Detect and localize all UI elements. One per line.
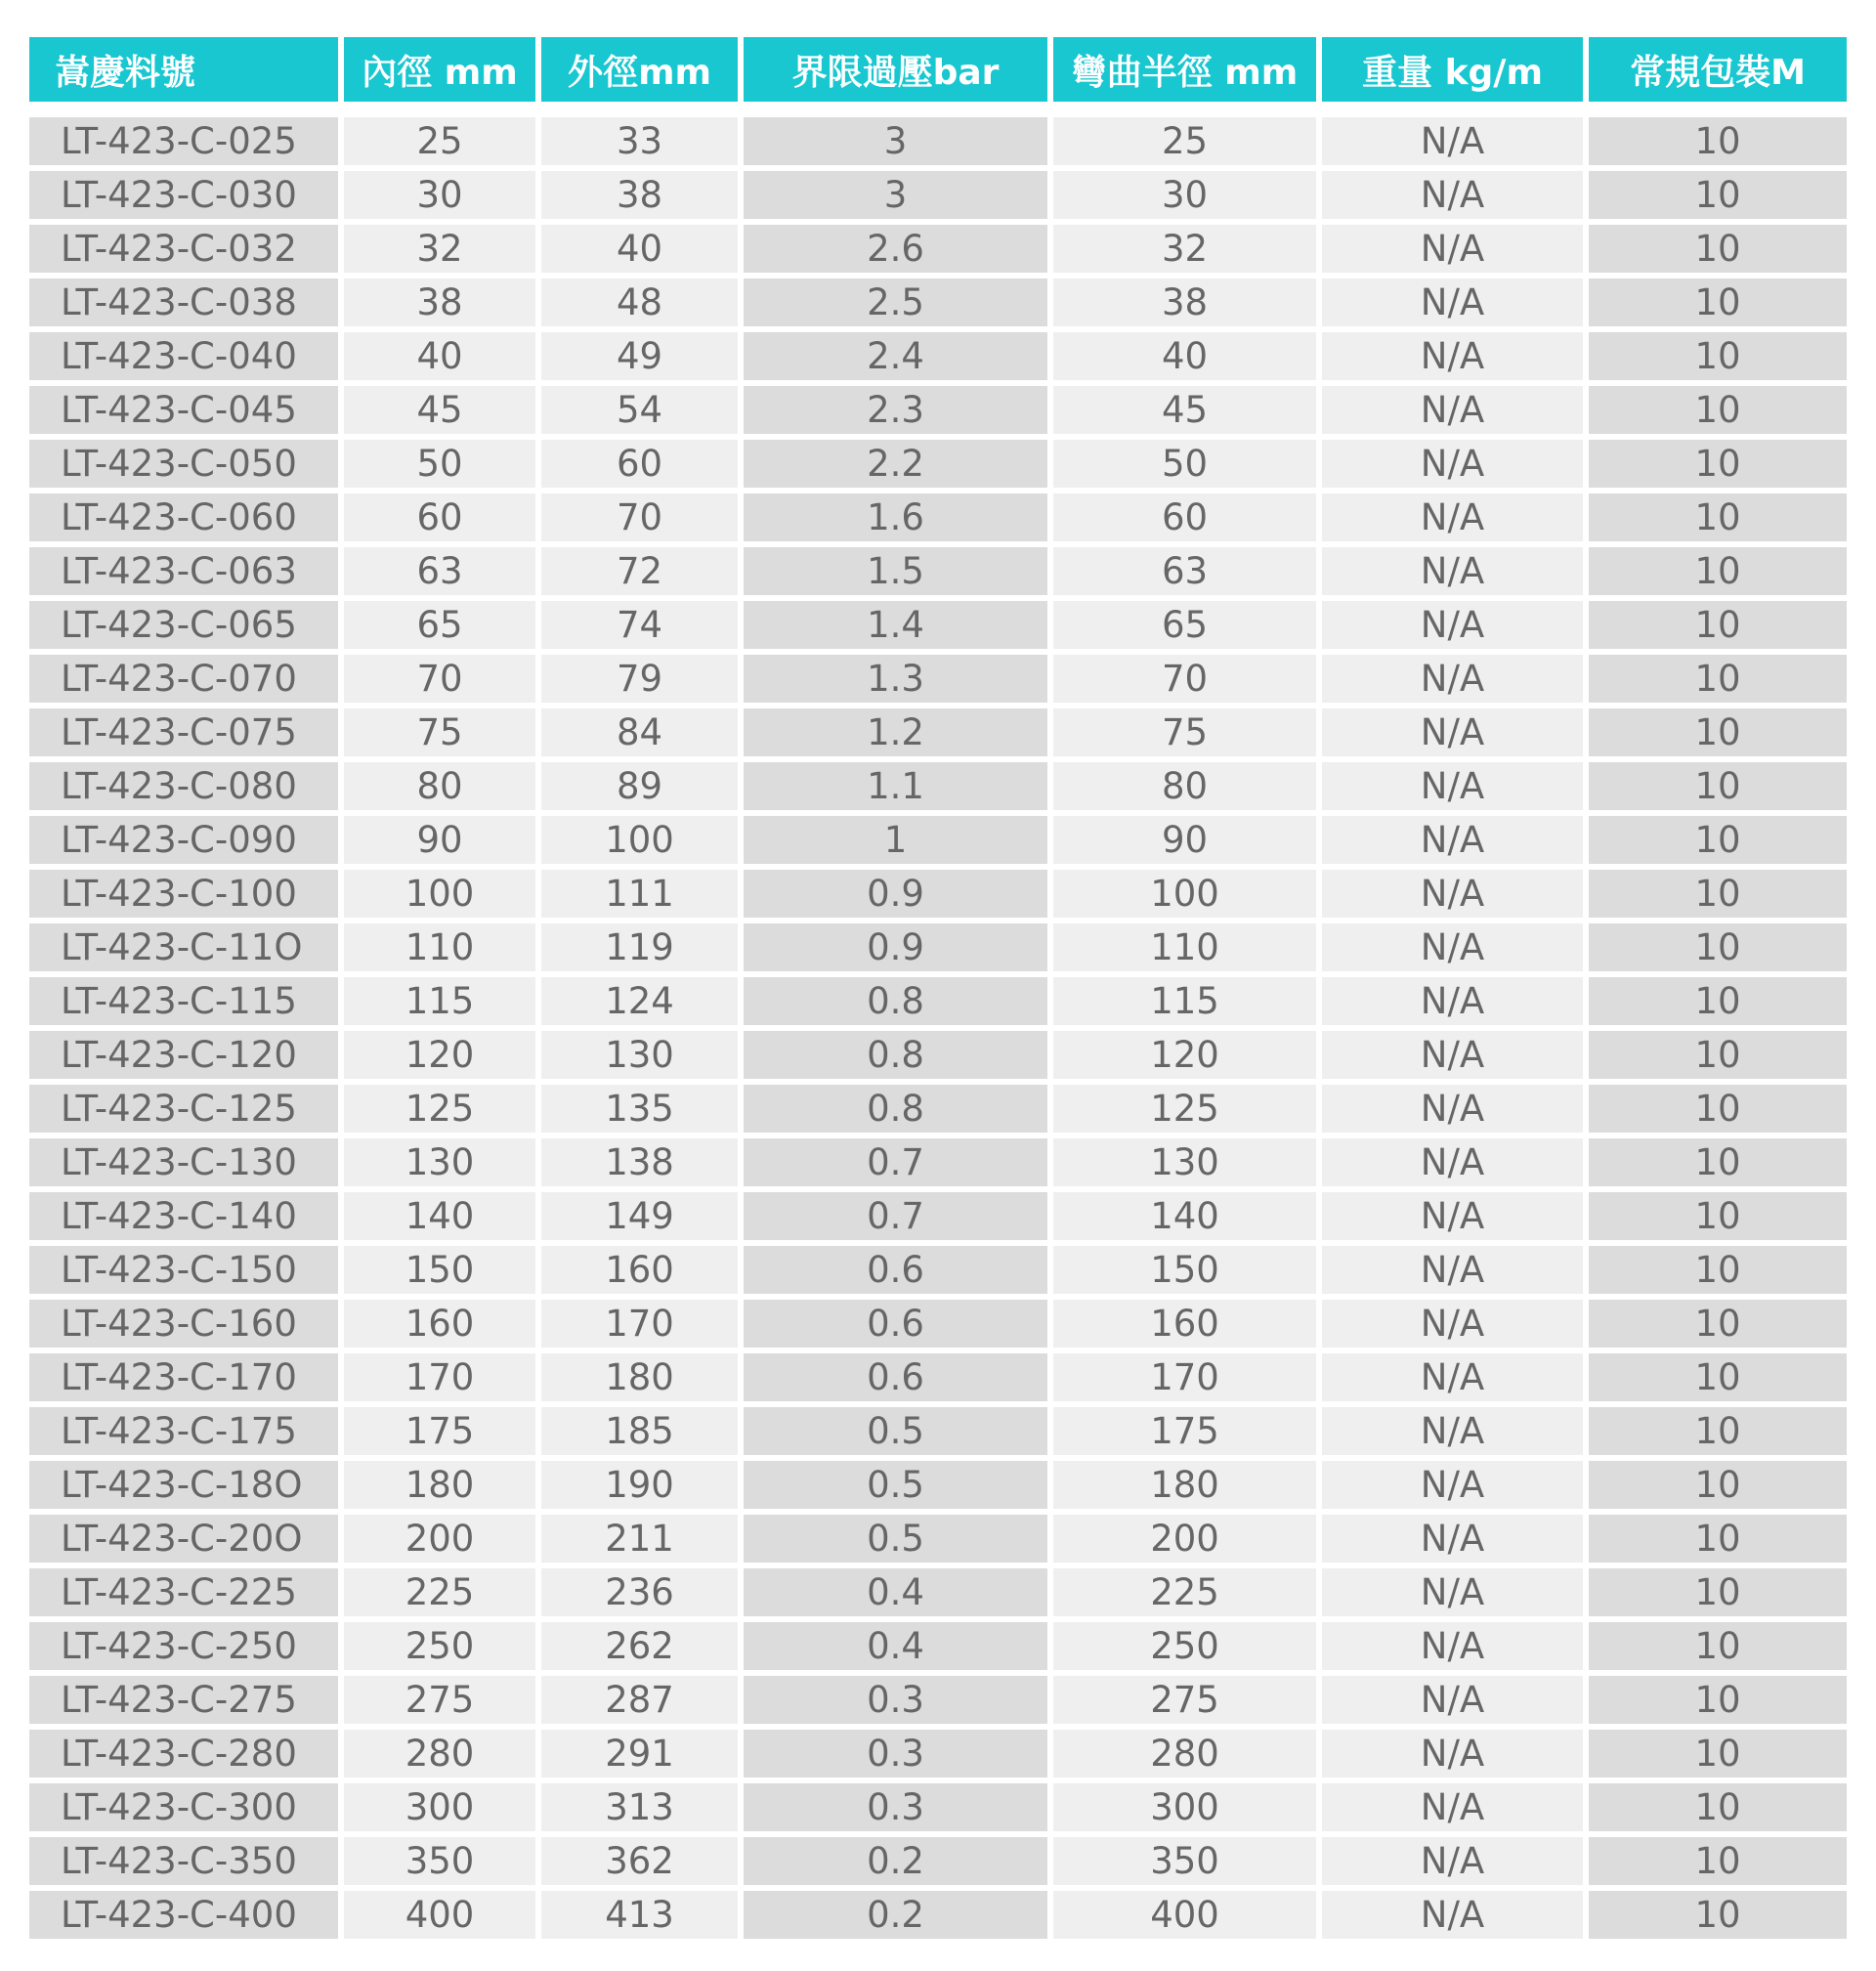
part-number-cell: LT-423-C-275 [29, 1676, 338, 1724]
bend-radius-header: 彎曲半徑 mm [1053, 37, 1316, 102]
bend-radius-cell: 115 [1053, 977, 1316, 1025]
limit-overpressure-cell: 1.3 [744, 655, 1047, 703]
weight-cell: N/A [1322, 117, 1583, 165]
standard-packaging-cell: 10 [1589, 1783, 1847, 1831]
part-number-cell: LT-423-C-025 [29, 117, 338, 165]
outer-diameter-cell: 49 [541, 332, 738, 380]
standard-packaging-cell: 10 [1589, 171, 1847, 219]
standard-packaging-cell: 10 [1589, 493, 1847, 541]
inner-diameter-cell: 180 [344, 1461, 535, 1509]
outer-diameter-cell: 48 [541, 279, 738, 326]
standard-packaging-cell: 10 [1589, 977, 1847, 1025]
weight-cell: N/A [1322, 762, 1583, 810]
weight-cell: N/A [1322, 332, 1583, 380]
limit-overpressure-cell: 0.4 [744, 1622, 1047, 1670]
outer-diameter-cell: 287 [541, 1676, 738, 1724]
part-number-cell: LT-423-C-032 [29, 225, 338, 273]
bend-radius-cell: 120 [1053, 1031, 1316, 1079]
bend-radius-cell: 75 [1053, 708, 1316, 756]
inner-diameter-cell: 300 [344, 1783, 535, 1831]
part-number-cell: LT-423-C-060 [29, 493, 338, 541]
inner-diameter-cell: 90 [344, 816, 535, 864]
standard-packaging-cell: 10 [1589, 386, 1847, 434]
outer-diameter-cell: 413 [541, 1891, 738, 1939]
standard-packaging-cell: 10 [1589, 1837, 1847, 1885]
standard-packaging-cell: 10 [1589, 601, 1847, 649]
part-number-cell: LT-423-C-030 [29, 171, 338, 219]
limit-overpressure-cell: 1 [744, 816, 1047, 864]
limit-overpressure-cell: 2.5 [744, 279, 1047, 326]
limit-overpressure-cell: 2.2 [744, 440, 1047, 488]
bend-radius-cell: 180 [1053, 1461, 1316, 1509]
weight-header: 重量 kg/m [1322, 37, 1583, 102]
part-number-cell: LT-423-C-045 [29, 386, 338, 434]
inner-diameter-cell: 50 [344, 440, 535, 488]
outer-diameter-cell: 190 [541, 1461, 738, 1509]
inner-diameter-cell: 38 [344, 279, 535, 326]
weight-cell: N/A [1322, 1085, 1583, 1133]
standard-packaging-cell: 10 [1589, 1246, 1847, 1294]
bend-radius-cell: 30 [1053, 171, 1316, 219]
part-number-cell: LT-423-C-225 [29, 1568, 338, 1616]
weight-cell: N/A [1322, 977, 1583, 1025]
part-number-cell: LT-423-C-040 [29, 332, 338, 380]
limit-overpressure-cell: 0.6 [744, 1353, 1047, 1401]
limit-overpressure-cell: 0.7 [744, 1192, 1047, 1240]
standard-packaging-header: 常規包裝M [1589, 37, 1847, 102]
outer-diameter-cell: 70 [541, 493, 738, 541]
part-number-cell: LT-423-C-063 [29, 547, 338, 595]
weight-cell: N/A [1322, 1837, 1583, 1885]
outer-diameter-cell: 100 [541, 816, 738, 864]
bend-radius-cell: 32 [1053, 225, 1316, 273]
inner-diameter-cell: 175 [344, 1407, 535, 1455]
inner-diameter-cell: 45 [344, 386, 535, 434]
outer-diameter-cell: 170 [541, 1300, 738, 1348]
bend-radius-cell: 70 [1053, 655, 1316, 703]
weight-cell: N/A [1322, 1031, 1583, 1079]
part-number-cell: LT-423-C-080 [29, 762, 338, 810]
part-number-cell: LT-423-C-11O [29, 923, 338, 971]
inner-diameter-cell: 125 [344, 1085, 535, 1133]
standard-packaging-cell: 10 [1589, 1891, 1847, 1939]
limit-overpressure-cell: 0.2 [744, 1891, 1047, 1939]
inner-diameter-header: 內徑 mm [344, 37, 535, 102]
standard-packaging-cell: 10 [1589, 1622, 1847, 1670]
outer-diameter-cell: 84 [541, 708, 738, 756]
header-spacer [29, 107, 1847, 111]
inner-diameter-cell: 25 [344, 117, 535, 165]
limit-overpressure-cell: 0.5 [744, 1407, 1047, 1455]
bend-radius-cell: 300 [1053, 1783, 1316, 1831]
part-number-cell: LT-423-C-070 [29, 655, 338, 703]
standard-packaging-cell: 10 [1589, 1407, 1847, 1455]
bend-radius-cell: 200 [1053, 1515, 1316, 1563]
outer-diameter-cell: 149 [541, 1192, 738, 1240]
bend-radius-cell: 250 [1053, 1622, 1316, 1670]
weight-cell: N/A [1322, 1353, 1583, 1401]
weight-cell: N/A [1322, 1568, 1583, 1616]
bend-radius-cell: 110 [1053, 923, 1316, 971]
bend-radius-cell: 275 [1053, 1676, 1316, 1724]
weight-cell: N/A [1322, 923, 1583, 971]
weight-cell: N/A [1322, 1138, 1583, 1186]
limit-overpressure-cell: 1.2 [744, 708, 1047, 756]
standard-packaging-cell: 10 [1589, 1515, 1847, 1563]
inner-diameter-cell: 130 [344, 1138, 535, 1186]
standard-packaging-cell: 10 [1589, 279, 1847, 326]
outer-diameter-cell: 60 [541, 440, 738, 488]
limit-overpressure-cell: 3 [744, 171, 1047, 219]
part-number-cell: LT-423-C-038 [29, 279, 338, 326]
weight-cell: N/A [1322, 1891, 1583, 1939]
limit-overpressure-cell: 0.4 [744, 1568, 1047, 1616]
limit-overpressure-cell: 3 [744, 117, 1047, 165]
part-number-cell: LT-423-C-350 [29, 1837, 338, 1885]
inner-diameter-cell: 70 [344, 655, 535, 703]
inner-diameter-cell: 250 [344, 1622, 535, 1670]
outer-diameter-cell: 362 [541, 1837, 738, 1885]
standard-packaging-cell: 10 [1589, 1353, 1847, 1401]
part-number-cell: LT-423-C-100 [29, 870, 338, 918]
part-number-cell: LT-423-C-090 [29, 816, 338, 864]
standard-packaging-cell: 10 [1589, 923, 1847, 971]
inner-diameter-cell: 150 [344, 1246, 535, 1294]
standard-packaging-cell: 10 [1589, 547, 1847, 595]
weight-cell: N/A [1322, 1515, 1583, 1563]
standard-packaging-cell: 10 [1589, 1138, 1847, 1186]
weight-cell: N/A [1322, 870, 1583, 918]
limit-overpressure-cell: 0.3 [744, 1676, 1047, 1724]
limit-overpressure-cell: 1.4 [744, 601, 1047, 649]
bend-radius-cell: 225 [1053, 1568, 1316, 1616]
weight-cell: N/A [1322, 493, 1583, 541]
bend-radius-cell: 80 [1053, 762, 1316, 810]
outer-diameter-cell: 185 [541, 1407, 738, 1455]
inner-diameter-cell: 65 [344, 601, 535, 649]
weight-cell: N/A [1322, 1676, 1583, 1724]
standard-packaging-cell: 10 [1589, 1192, 1847, 1240]
inner-diameter-cell: 80 [344, 762, 535, 810]
outer-diameter-cell: 40 [541, 225, 738, 273]
weight-cell: N/A [1322, 1461, 1583, 1509]
inner-diameter-cell: 120 [344, 1031, 535, 1079]
bend-radius-cell: 400 [1053, 1891, 1316, 1939]
outer-diameter-cell: 262 [541, 1622, 738, 1670]
outer-diameter-cell: 313 [541, 1783, 738, 1831]
bend-radius-cell: 45 [1053, 386, 1316, 434]
standard-packaging-cell: 10 [1589, 440, 1847, 488]
weight-cell: N/A [1322, 386, 1583, 434]
limit-overpressure-cell: 0.9 [744, 870, 1047, 918]
part-number-cell: LT-423-C-115 [29, 977, 338, 1025]
standard-packaging-cell: 10 [1589, 225, 1847, 273]
standard-packaging-cell: 10 [1589, 1568, 1847, 1616]
inner-diameter-cell: 40 [344, 332, 535, 380]
outer-diameter-cell: 130 [541, 1031, 738, 1079]
standard-packaging-cell: 10 [1589, 762, 1847, 810]
limit-overpressure-cell: 2.4 [744, 332, 1047, 380]
bend-radius-cell: 175 [1053, 1407, 1316, 1455]
inner-diameter-cell: 280 [344, 1730, 535, 1778]
inner-diameter-cell: 60 [344, 493, 535, 541]
limit-overpressure-cell: 0.5 [744, 1515, 1047, 1563]
weight-cell: N/A [1322, 171, 1583, 219]
limit-overpressure-cell: 0.2 [744, 1837, 1047, 1885]
inner-diameter-cell: 140 [344, 1192, 535, 1240]
standard-packaging-cell: 10 [1589, 332, 1847, 380]
bend-radius-cell: 150 [1053, 1246, 1316, 1294]
outer-diameter-cell: 89 [541, 762, 738, 810]
inner-diameter-cell: 400 [344, 1891, 535, 1939]
limit-overpressure-cell: 2.3 [744, 386, 1047, 434]
bend-radius-cell: 65 [1053, 601, 1316, 649]
weight-cell: N/A [1322, 601, 1583, 649]
bend-radius-cell: 25 [1053, 117, 1316, 165]
bend-radius-cell: 160 [1053, 1300, 1316, 1348]
standard-packaging-cell: 10 [1589, 117, 1847, 165]
standard-packaging-cell: 10 [1589, 1031, 1847, 1079]
limit-overpressure-cell: 0.8 [744, 1085, 1047, 1133]
part-number-cell: LT-423-C-140 [29, 1192, 338, 1240]
outer-diameter-cell: 72 [541, 547, 738, 595]
part-number-cell: LT-423-C-125 [29, 1085, 338, 1133]
weight-cell: N/A [1322, 1300, 1583, 1348]
limit-overpressure-cell: 0.5 [744, 1461, 1047, 1509]
limit-overpressure-cell: 1.1 [744, 762, 1047, 810]
standard-packaging-cell: 10 [1589, 1676, 1847, 1724]
part-number-cell: LT-423-C-150 [29, 1246, 338, 1294]
weight-cell: N/A [1322, 1730, 1583, 1778]
outer-diameter-cell: 111 [541, 870, 738, 918]
inner-diameter-cell: 275 [344, 1676, 535, 1724]
limit-overpressure-cell: 0.3 [744, 1730, 1047, 1778]
bend-radius-cell: 90 [1053, 816, 1316, 864]
bend-radius-cell: 60 [1053, 493, 1316, 541]
inner-diameter-cell: 160 [344, 1300, 535, 1348]
outer-diameter-cell: 180 [541, 1353, 738, 1401]
weight-cell: N/A [1322, 1407, 1583, 1455]
spec-table [29, 37, 1855, 1939]
inner-diameter-cell: 200 [344, 1515, 535, 1563]
bend-radius-cell: 130 [1053, 1138, 1316, 1186]
weight-cell: N/A [1322, 816, 1583, 864]
bend-radius-cell: 50 [1053, 440, 1316, 488]
limit-overpressure-header: 界限過壓bar [744, 37, 1047, 102]
part-number-cell: LT-423-C-050 [29, 440, 338, 488]
outer-diameter-cell: 291 [541, 1730, 738, 1778]
weight-cell: N/A [1322, 1192, 1583, 1240]
standard-packaging-cell: 10 [1589, 1730, 1847, 1778]
standard-packaging-cell: 10 [1589, 1085, 1847, 1133]
outer-diameter-cell: 236 [541, 1568, 738, 1616]
limit-overpressure-cell: 0.6 [744, 1246, 1047, 1294]
standard-packaging-cell: 10 [1589, 870, 1847, 918]
limit-overpressure-cell: 0.7 [744, 1138, 1047, 1186]
inner-diameter-cell: 350 [344, 1837, 535, 1885]
inner-diameter-cell: 115 [344, 977, 535, 1025]
limit-overpressure-cell: 0.3 [744, 1783, 1047, 1831]
outer-diameter-cell: 54 [541, 386, 738, 434]
part-number-cell: LT-423-C-170 [29, 1353, 338, 1401]
inner-diameter-cell: 225 [344, 1568, 535, 1616]
outer-diameter-cell: 119 [541, 923, 738, 971]
outer-diameter-cell: 135 [541, 1085, 738, 1133]
part-number-cell: LT-423-C-20O [29, 1515, 338, 1563]
weight-cell: N/A [1322, 279, 1583, 326]
part-number-cell: LT-423-C-075 [29, 708, 338, 756]
part-number-cell: LT-423-C-250 [29, 1622, 338, 1670]
outer-diameter-cell: 124 [541, 977, 738, 1025]
part-number-header: 嵩慶料號 [29, 37, 338, 102]
bend-radius-cell: 280 [1053, 1730, 1316, 1778]
outer-diameter-cell: 160 [541, 1246, 738, 1294]
bend-radius-cell: 100 [1053, 870, 1316, 918]
standard-packaging-cell: 10 [1589, 708, 1847, 756]
part-number-cell: LT-423-C-18O [29, 1461, 338, 1509]
standard-packaging-cell: 10 [1589, 655, 1847, 703]
weight-cell: N/A [1322, 225, 1583, 273]
weight-cell: N/A [1322, 1622, 1583, 1670]
bend-radius-cell: 38 [1053, 279, 1316, 326]
limit-overpressure-cell: 0.6 [744, 1300, 1047, 1348]
weight-cell: N/A [1322, 1246, 1583, 1294]
limit-overpressure-cell: 0.9 [744, 923, 1047, 971]
bend-radius-cell: 125 [1053, 1085, 1316, 1133]
outer-diameter-cell: 74 [541, 601, 738, 649]
weight-cell: N/A [1322, 547, 1583, 595]
bend-radius-cell: 170 [1053, 1353, 1316, 1401]
limit-overpressure-cell: 1.6 [744, 493, 1047, 541]
bend-radius-cell: 40 [1053, 332, 1316, 380]
bend-radius-cell: 350 [1053, 1837, 1316, 1885]
part-number-cell: LT-423-C-130 [29, 1138, 338, 1186]
limit-overpressure-cell: 1.5 [744, 547, 1047, 595]
inner-diameter-cell: 30 [344, 171, 535, 219]
outer-diameter-cell: 138 [541, 1138, 738, 1186]
outer-diameter-cell: 79 [541, 655, 738, 703]
weight-cell: N/A [1322, 708, 1583, 756]
weight-cell: N/A [1322, 440, 1583, 488]
outer-diameter-cell: 33 [541, 117, 738, 165]
inner-diameter-cell: 32 [344, 225, 535, 273]
outer-diameter-cell: 211 [541, 1515, 738, 1563]
inner-diameter-cell: 63 [344, 547, 535, 595]
part-number-cell: LT-423-C-300 [29, 1783, 338, 1831]
inner-diameter-cell: 170 [344, 1353, 535, 1401]
inner-diameter-cell: 100 [344, 870, 535, 918]
limit-overpressure-cell: 0.8 [744, 1031, 1047, 1079]
inner-diameter-cell: 110 [344, 923, 535, 971]
part-number-cell: LT-423-C-280 [29, 1730, 338, 1778]
outer-diameter-header: 外徑mm [541, 37, 738, 102]
standard-packaging-cell: 10 [1589, 1300, 1847, 1348]
bend-radius-cell: 63 [1053, 547, 1316, 595]
standard-packaging-cell: 10 [1589, 816, 1847, 864]
bend-radius-cell: 140 [1053, 1192, 1316, 1240]
inner-diameter-cell: 75 [344, 708, 535, 756]
limit-overpressure-cell: 2.6 [744, 225, 1047, 273]
part-number-cell: LT-423-C-160 [29, 1300, 338, 1348]
standard-packaging-cell: 10 [1589, 1461, 1847, 1509]
limit-overpressure-cell: 0.8 [744, 977, 1047, 1025]
part-number-cell: LT-423-C-065 [29, 601, 338, 649]
part-number-cell: LT-423-C-400 [29, 1891, 338, 1939]
part-number-cell: LT-423-C-175 [29, 1407, 338, 1455]
part-number-cell: LT-423-C-120 [29, 1031, 338, 1079]
weight-cell: N/A [1322, 655, 1583, 703]
outer-diameter-cell: 38 [541, 171, 738, 219]
weight-cell: N/A [1322, 1783, 1583, 1831]
